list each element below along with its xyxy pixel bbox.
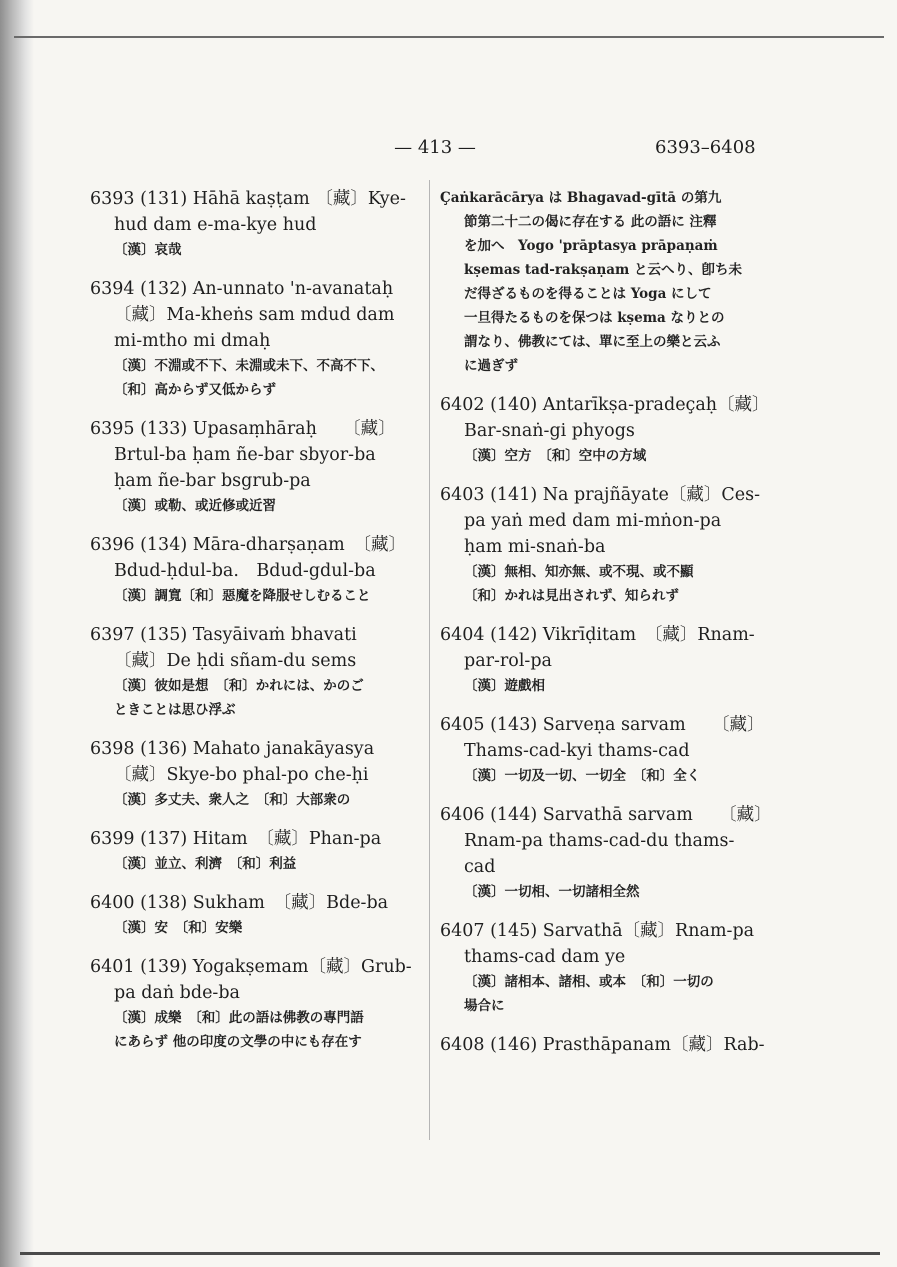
entry-translation-line: 〔和〕高からず又低からず — [114, 382, 276, 398]
entry-translation-line: に過ぎず — [464, 358, 518, 374]
entry-headword-line: Brtul-ba ḥam ñe-bar sbyor-ba — [114, 445, 376, 465]
dictionary-entry — [440, 918, 772, 1018]
entry-headword-line: ḥam ñe-bar bsgrub-pa — [114, 471, 311, 491]
entry-headword-line: 6406 (144) Sarvathā sarvam 〔藏〕 — [440, 805, 772, 825]
dictionary-entry — [440, 392, 772, 468]
entry-translation-line: ときことは思ひ浮ぶ — [114, 702, 236, 718]
dictionary-entry — [440, 802, 772, 904]
entry-headword-line: 6398 (136) Mahato janakāyasya — [90, 739, 375, 759]
page-spine-shadow — [0, 0, 34, 1267]
entry-translation-line: 〔和〕かれは見出されず、知られず — [464, 588, 679, 604]
entry-headword-line: 6396 (134) Māra-dharṣaṇam 〔藏〕 — [90, 535, 407, 555]
entry-headword-line: 6394 (132) An-unnato 'n-avanataḥ — [90, 279, 394, 299]
entry-headword-line: 〔藏〕De ḥdi sñam-du sems — [114, 651, 357, 671]
bottom-rule — [20, 1252, 880, 1255]
entry-range: 6393–6408 — [655, 137, 756, 158]
dictionary-entry — [90, 186, 420, 262]
entry-translation-line: 〔漢〕無相、知亦無、或不現、或不顯 — [464, 564, 694, 580]
page-number: — 413 — — [394, 137, 476, 158]
dictionary-entry — [90, 622, 420, 722]
entry-headword-line: 〔藏〕Ma-kheṅs sam mdud dam — [114, 305, 395, 325]
entry-translation-line: Çaṅkarācārya は Bhagavad-gītā の第九 — [440, 190, 722, 206]
entry-translation-line: 〔漢〕安 〔和〕安樂 — [114, 920, 243, 936]
entry-headword-line: thams-cad dam ye — [464, 947, 626, 967]
entry-translation-line: 〔漢〕遊戲相 — [464, 678, 545, 694]
entry-translation-line: 〔漢〕空方 〔和〕空中の方域 — [464, 448, 647, 464]
entry-translation-line: 〔漢〕並立、利濟 〔和〕利益 — [114, 856, 297, 872]
dictionary-entry — [90, 954, 420, 1054]
left-column — [90, 186, 420, 1068]
entry-headword-line: 6407 (145) Sarvathā〔藏〕Rnam-pa — [440, 921, 755, 941]
entry-headword-line: Bar-snaṅ-gi phyogs — [464, 421, 635, 441]
entry-headword-line: ḥam mi-snaṅ-ba — [464, 537, 606, 557]
dictionary-entry — [440, 482, 772, 608]
entry-headword-line: 6408 (146) Prasthāpanam〔藏〕Rab- — [440, 1035, 765, 1055]
entry-translation-line: 謂なり、佛教にては、單に至上の樂と云ふ — [464, 334, 721, 350]
entry-translation-line: 〔漢〕一切相、一切諸相全然 — [464, 884, 640, 900]
entry-headword-line: Bdud-ḥdul-ba. Bdud-gdul-ba — [114, 561, 376, 581]
entry-translation-line: だ得ざるものを得ることは Yoga にして — [464, 286, 712, 302]
top-rule — [14, 36, 884, 38]
entry-headword-line: hud dam e-ma-kye hud — [114, 215, 317, 235]
entry-headword-line: mi-mtho mi dmaḥ — [114, 331, 271, 351]
entry-headword-line: 6393 (131) Hāhā kaṣṭam 〔藏〕Kye- — [90, 189, 406, 209]
entry-translation-line: 場合に — [464, 998, 505, 1014]
entry-headword-line: 6401 (139) Yogakṣemam〔藏〕Grub- — [90, 957, 412, 977]
entry-translation-line: kṣemas tad-rakṣaṇam と云へり、卽ち未 — [464, 262, 743, 278]
dictionary-entry — [440, 1032, 772, 1058]
entry-headword-line: par-rol-pa — [464, 651, 552, 671]
entry-translation-line: 〔漢〕調寬〔和〕惡魔を降服せしむること — [114, 588, 371, 604]
entry-translation-line: 〔漢〕成樂 〔和〕此の語は佛教の專門語 — [114, 1010, 364, 1026]
entry-translation-line: 〔漢〕多丈夫、衆人之 〔和〕大部衆の — [114, 792, 351, 808]
entry-headword-line: 6400 (138) Sukham 〔藏〕Bde-ba — [90, 893, 389, 913]
entry-headword-line: Rnam-pa thams-cad-du thams- — [464, 831, 735, 851]
right-column — [440, 186, 772, 1072]
entry-headword-line: 6403 (141) Na prajñāyate〔藏〕Ces- — [440, 485, 761, 505]
dictionary-entry — [440, 712, 772, 788]
entry-headword-line: 6397 (135) Tasyāivaṁ bhavati — [90, 625, 357, 645]
entry-headword-line: cad — [464, 857, 496, 877]
dictionary-entry — [440, 186, 772, 378]
dictionary-entry — [90, 532, 420, 608]
column-divider — [429, 180, 430, 1140]
entry-headword-line: 6405 (143) Sarveṇa sarvam 〔藏〕 — [440, 715, 765, 735]
entry-translation-line: 〔漢〕彼如是想 〔和〕かれには、かのご — [114, 678, 364, 694]
entry-headword-line: Thams-cad-kyi thams-cad — [464, 741, 690, 761]
dictionary-entry — [90, 276, 420, 402]
dictionary-entry — [90, 826, 420, 876]
entry-headword-line: 〔藏〕Skye-bo phal-po che-ḥi — [114, 765, 369, 785]
entry-translation-line: 〔漢〕諸相本、諸相、或本 〔和〕一切の — [464, 974, 714, 990]
entry-translation-line: 〔漢〕一切及一切、一切全 〔和〕全く — [464, 768, 701, 784]
entry-headword-line: 6399 (137) Hitam 〔藏〕Phan-pa — [90, 829, 382, 849]
entry-translation-line: 節第二十二の偈に存在する 此の語に 注釋 — [464, 214, 717, 230]
dictionary-entry — [90, 890, 420, 940]
dictionary-entry — [90, 416, 420, 518]
dictionary-entry — [90, 736, 420, 812]
entry-translation-line: 〔漢〕哀哉 — [114, 242, 182, 258]
entry-headword-line: 6395 (133) Upasaṃhāraḥ 〔藏〕 — [90, 419, 396, 439]
dictionary-entry — [440, 622, 772, 698]
entry-translation-line: を加へ Yogo 'prāptasya prāpaṇaṁ — [464, 238, 718, 254]
entry-translation-line: 一旦得たるものを保つは kṣema なりとの — [464, 310, 725, 326]
entry-translation-line: 〔漢〕或勒、或近修或近習 — [114, 498, 276, 514]
entry-translation-line: 〔漢〕不淵或不下、未淵或未下、不高不下、 — [114, 358, 384, 374]
entry-translation-line: にあらず 他の印度の文學の中にも存在す — [114, 1034, 362, 1050]
entry-headword-line: pa daṅ bde-ba — [114, 983, 240, 1003]
entry-headword-line: pa yaṅ med dam mi-mṅon-pa — [464, 511, 722, 531]
entry-headword-line: 6402 (140) Antarīkṣa-pradeçaḥ〔藏〕 — [440, 395, 770, 415]
entry-headword-line: 6404 (142) Vikrīḍitam 〔藏〕Rnam- — [440, 625, 755, 645]
